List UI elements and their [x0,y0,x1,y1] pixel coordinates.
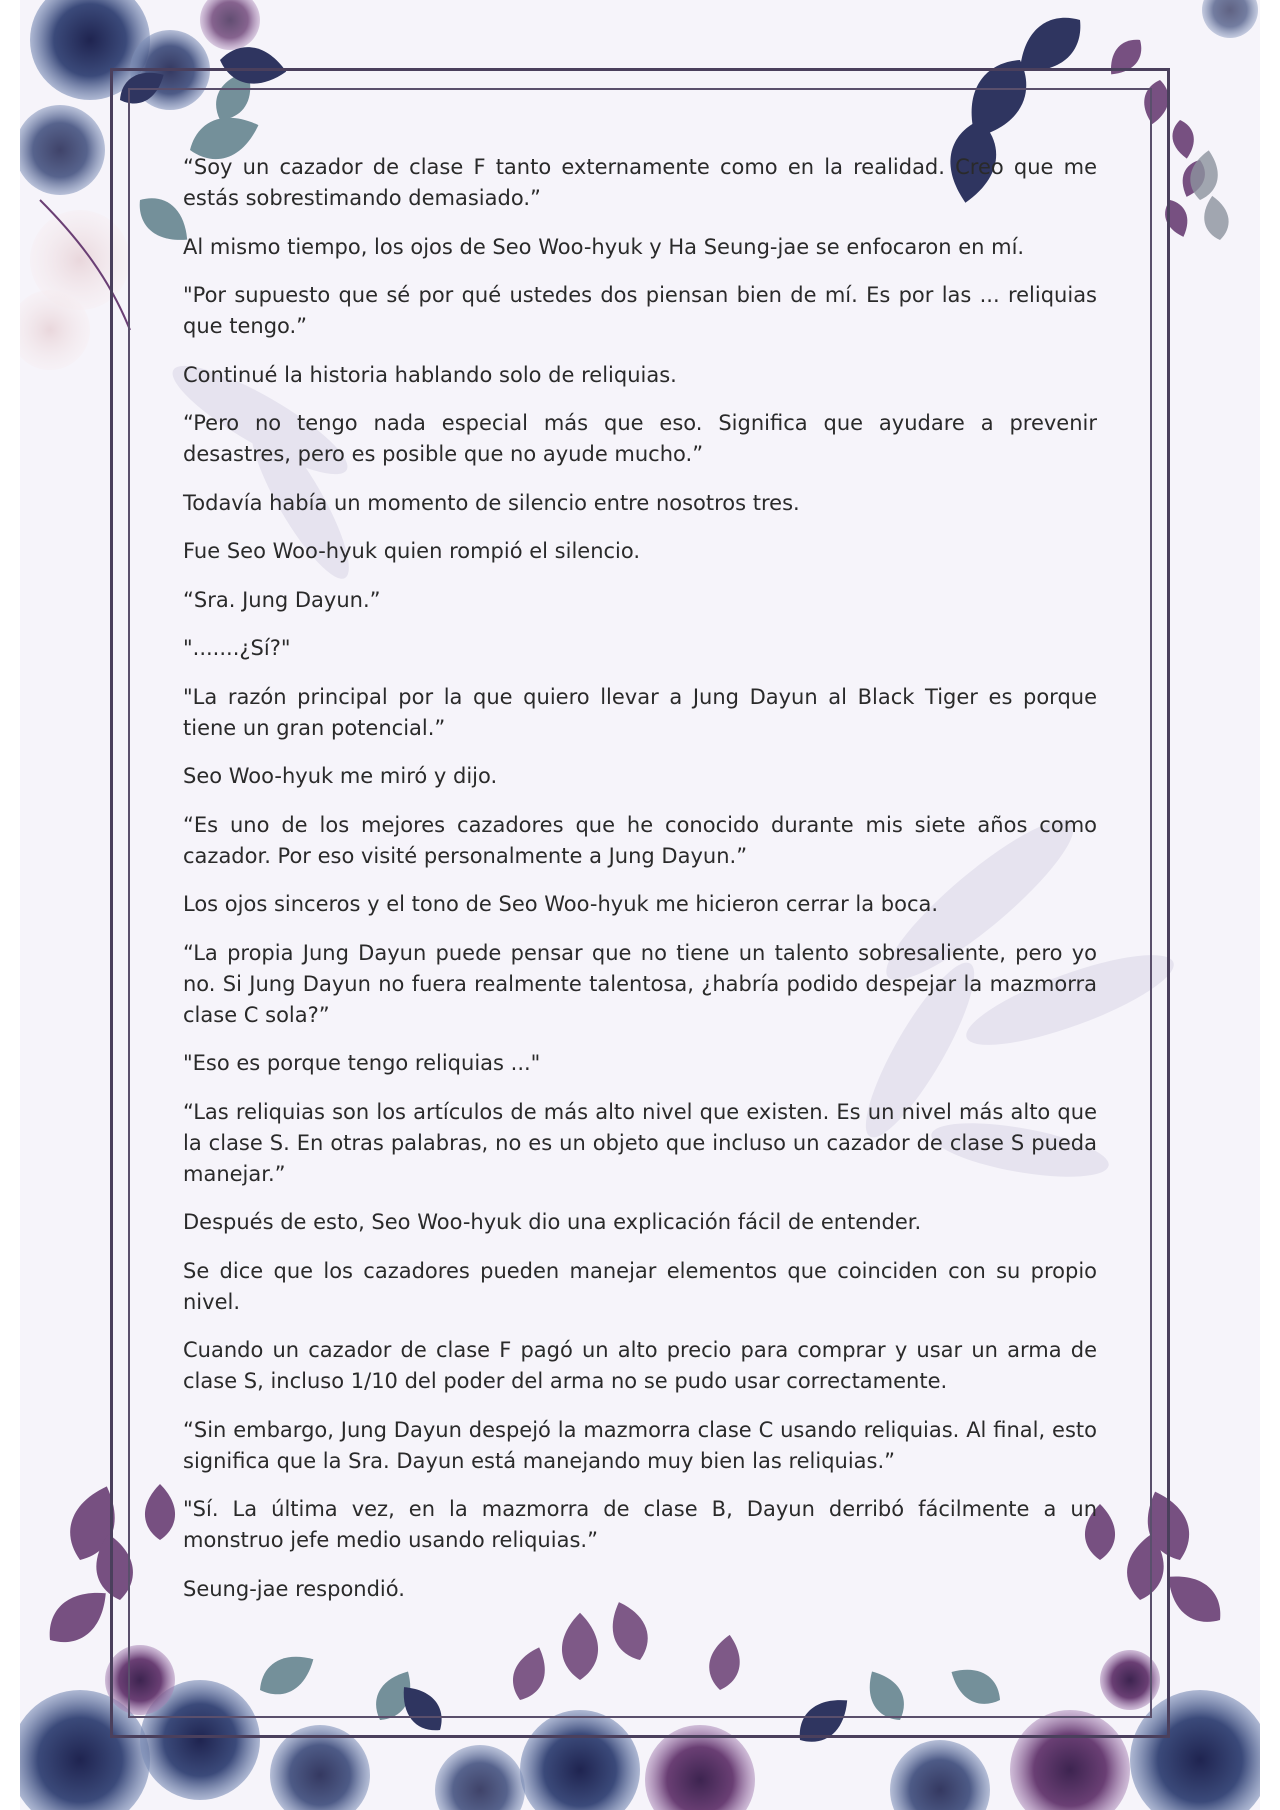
paragraph: “Sin embargo, Jung Dayun despejó la mazmorra clase C usando reliquias. Al final, esto significa que la Sra. Dayun está manejando muy bien las reliquias.” [183,1417,1097,1473]
paragraph: Se dice que los cazadores pueden manejar elementos que coinciden con su propio nivel. [183,1258,1097,1314]
paragraph: Continué la historia hablando solo de reliquias. [183,362,677,387]
document-page [20,0,1260,1810]
paragraph: “Pero no tengo nada especial más que eso. Significa que ayudare a prevenir desastres, pero es posible que no ayude mucho.” [183,411,1097,466]
paragraph: Los ojos sinceros y el tono de Seo Woo-hyuk me hicieron cerrar la boca. [183,892,939,916]
paragraph: “Es uno de los mejores cazadores que he conocido durante mis siete años como cazador. Por eso visité personalmente a Jung Dayun.” [183,812,1097,868]
paragraph: Seung-jae respondió. [183,1576,405,1601]
paragraph: "Eso es porque tengo reliquias ..." [183,1051,541,1075]
paragraph: Al mismo tiempo, los ojos de Seo Woo-hyuk y Ha Seung-jae se enfocaron en mí. [183,234,1025,259]
paragraph: "La razón principal por la que quiero llevar a Jung Dayun al Black Tiger es porque tiene un gran potencial.” [183,684,1097,740]
paragraph: Seo Woo-hyuk me miró y dijo. [183,764,498,788]
paragraph: “Soy un cazador de clase F tanto externamente como en la realidad. Creo que me estás sobrestimando demasiado.” [183,155,1097,210]
paragraph: “La propia Jung Dayun puede pensar que no tiene un talento sobresaliente, pero yo no. Si Jung Dayun no fuera realmente talentosa, ¿habría podido despejar la mazmorra clase C sola?” [183,940,1097,1027]
paragraph: "Sí. La última vez, en la mazmorra de clase B, Dayun derribó fácilmente a un monstruo jefe medio usando reliquias.” [183,1497,1097,1552]
paragraph: Después de esto, Seo Woo-hyuk dio una explicación fácil de entender. [183,1210,922,1234]
paragraph: “Sra. Jung Dayun.” [183,587,381,612]
paragraph: Cuando un cazador de clase F pagó un alto precio para comprar y usar un arma de clase S, incluso 1/10 del poder del arma no se pudo usar correctamente. [183,1338,1097,1393]
paragraph: "Por supuesto que sé por qué ustedes dos piensan bien de mí. Es por las ... reliquias que tengo.” [183,283,1097,338]
paragraph: ".......¿Sí?" [183,636,291,660]
paragraph: Fue Seo Woo-hyuk quien rompió el silencio. [183,539,641,563]
paragraph: “Las reliquias son los artículos de más alto nivel que existen. Es un nivel más alto que la clase S. En otras palabras, no es un objeto que incluso un cazador de clase S pueda manejar.” [183,1099,1097,1186]
paragraph: Todavía había un momento de silencio entre nosotros tres. [183,490,800,515]
document-body [183,152,1097,1622]
